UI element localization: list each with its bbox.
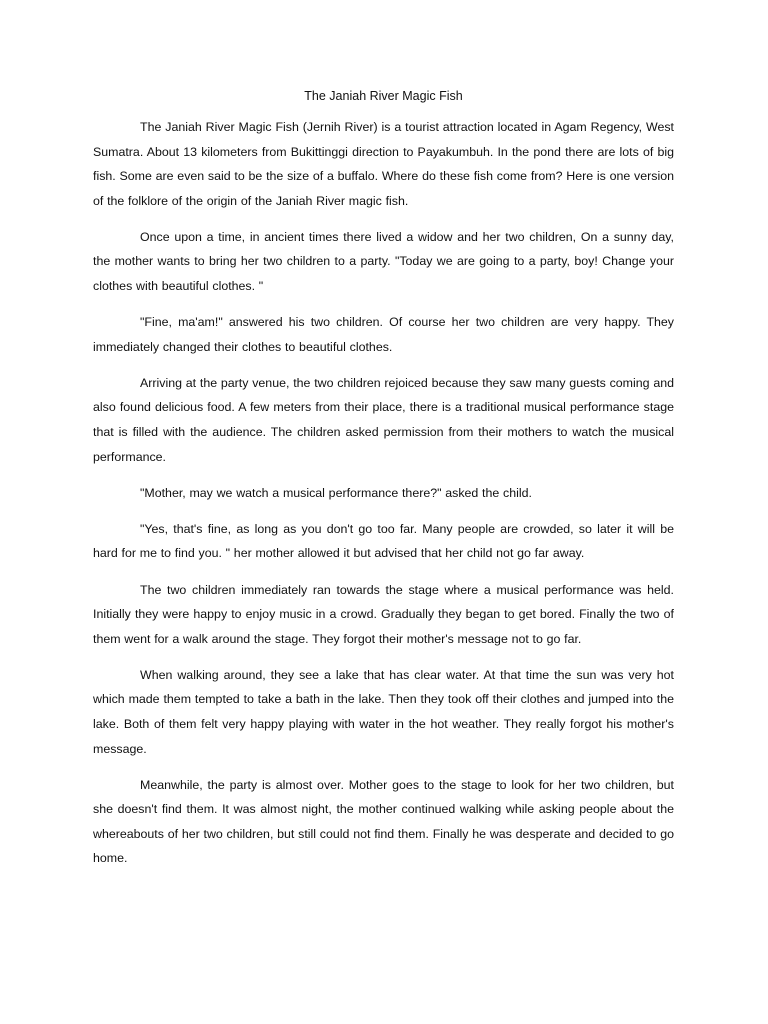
paragraph-1: The Janiah River Magic Fish (Jernih River) is a tourist attraction located in Agam Regency, West Sumatra. About 13 kilometers from Bukittinggi direction to Payakumbuh. In the pond there are lots of big fish. Some are even said to be the size of a buffalo. Where do these fish come from? Here is one version of the folklore of the origin of the Janiah River magic fish.: [93, 120, 674, 208]
paragraph-8: When walking around, they see a lake that has clear water. At that time the sun was very hot which made them tempted to take a bath in the lake. Then they took off their clothes and jumped into the lake. Both of them felt very happy playing with water in the hot weather. They really forgot his mother's message.: [93, 667, 674, 756]
paragraph-6: "Yes, that's fine, as long as you don't go too far. Many people are crowded, so later it will be hard for me to find you. " her mother allowed it but advised that her child not go far away.: [93, 521, 674, 561]
paragraph-3: "Fine, ma'am!" answered his two children. Of course her two children are very happy. They immediately changed their clothes to beautiful clothes.: [93, 315, 674, 354]
paragraph-4: Arriving at the party venue, the two children rejoiced because they saw many guests coming and also found delicious food. A few meters from their place, there is a traditional musical performance stage that is filled with the audience. The children asked permission from their mothers to watch the musical performance.: [93, 375, 674, 464]
paragraph-7: The two children immediately ran towards the stage where a musical performance was held. Initially they were happy to enjoy music in a crowd. Gradually they began to get bored. Finally the two of them went for a walk around the stage. They forgot their mother's message not to go far.: [93, 582, 674, 646]
paragraph-2: Once upon a time, in ancient times there lived a widow and her two children, On a sunny day, the mother wants to bring her two children to a party. "Today we are going to a party, boy! Change your clothes with beautiful clothes. ": [93, 229, 674, 294]
document-page: [93, 86, 674, 883]
paragraph-9: Meanwhile, the party is almost over. Mother goes to the stage to look for her two children, but she doesn't find them. It was almost night, the mother continued walking while asking people about the whereabouts of her two children, but still could not find them. Finally he was desperate and decided to go home.: [93, 777, 674, 866]
paragraph-5: "Mother, may we watch a musical performance there?" asked the child.: [140, 485, 532, 500]
document-title: The Janiah River Magic Fish: [304, 89, 463, 103]
